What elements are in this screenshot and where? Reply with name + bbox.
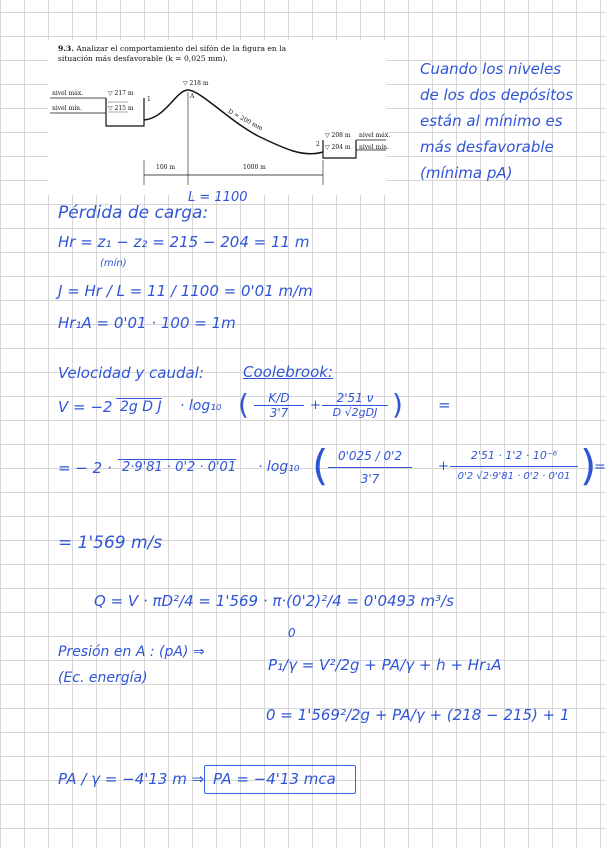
flow-equation: Q = V · πD²/4 = 1'569 · π·(0'2)²/4 = 0'0493 m³/s: [94, 592, 454, 610]
label-nivel-max-right: nivel máx.: [359, 132, 391, 139]
v-frac1-num: K/D: [254, 391, 304, 406]
energy-equation: P₁/γ = V²/2g + PA/γ + h + Hr₁A: [268, 656, 502, 674]
label-length-100: 100 m: [156, 164, 176, 171]
label-length-1000: 1000 m: [243, 164, 266, 171]
label-z218: ▽ 218 m: [183, 80, 209, 87]
v-num-frac1: [328, 449, 412, 486]
zero-mark: 0: [288, 626, 296, 640]
velocity-result: = 1'569 m/s: [58, 533, 163, 553]
v-frac2-num: 2'51 ν: [322, 391, 388, 406]
final-lhs: PA / γ = −4'13 m ⇒: [58, 770, 205, 788]
v-num-plus: +: [438, 459, 449, 474]
colebrook-label: Coolebrook:: [243, 363, 334, 381]
label-diameter: D = 200 mm: [226, 108, 264, 133]
velocity-title: Velocidad y caudal:: [58, 364, 204, 382]
siphon-diagram: [48, 40, 386, 195]
label-z217: ▽ 217 m: [108, 90, 134, 97]
v-frac2-den: D √2gDJ: [332, 406, 378, 419]
v-formula-paren-close: ): [392, 388, 403, 421]
problem-text-line1: Analizar el comportamiento del sifón de la figura en la: [76, 44, 287, 53]
v-num-lhs: = − 2 ·: [58, 459, 112, 477]
v-formula-lhs: V = −2: [58, 398, 113, 416]
v-num-log: · log₁₀: [258, 459, 300, 475]
margin-note: [420, 56, 573, 186]
pressure-title: Presión en A : (pA) ⇒: [58, 644, 205, 660]
colebrook-numeric: [58, 441, 606, 501]
final-result: PA = −4'13 mca: [213, 770, 336, 788]
total-length-note: L = 1100: [188, 190, 248, 205]
v-num-frac2: [450, 449, 578, 482]
j-equation: J = Hr / L = 11 / 1100 = 0'01 m/m: [58, 282, 313, 300]
energy-numeric: 0 = 1'569²/2g + PA/γ + (218 − 215) + 1: [266, 706, 570, 724]
label-nivel-min-left: nivel mín.: [52, 105, 82, 112]
v-frac1-den: 3'7: [269, 406, 289, 420]
v-num-paren-close: ): [580, 441, 597, 490]
note-line-4: más desfavorable: [420, 138, 554, 156]
v-num-sqrt: 2·9'81 · 0'2 · 0'01: [118, 459, 236, 475]
note-line-2: de los dos depósitos: [420, 86, 574, 104]
v-num-paren-open: (: [312, 441, 329, 490]
v-formula-sqrt: 2g D J: [116, 398, 162, 415]
v-num-frac2-num: 2'51 · 1'2 · 10⁻⁶: [450, 449, 578, 467]
v-num-equals: =: [594, 459, 606, 475]
label-nivel-min-right: nivel mín.: [359, 144, 389, 151]
problem-number: 9.3.: [58, 44, 74, 53]
min-note: (mín): [100, 258, 127, 269]
v-num-frac1-num: 0'025 / 0'2: [328, 449, 412, 468]
hr-equation: Hr = z₁ − z₂ = 215 − 204 = 11 m: [58, 233, 310, 251]
label-nivel-max-left: nivel máx.: [52, 90, 84, 97]
v-formula-paren-open: (: [238, 388, 249, 421]
label-point-a: A: [190, 93, 195, 100]
label-point-1: 1: [147, 96, 151, 103]
note-line-3: están al mínimo es: [420, 112, 563, 130]
loss-title: Pérdida de carga:: [58, 203, 209, 223]
v-plus: +: [310, 398, 321, 413]
note-line-5: (mínima pA): [420, 164, 513, 182]
label-point-2: 2: [316, 141, 320, 148]
v-frac2: [322, 391, 388, 419]
energy-note: (Ec. energía): [58, 670, 148, 686]
problem-figure-card: [48, 40, 391, 195]
label-z215: ▽ 215 m: [108, 105, 134, 112]
label-z204: ▽ 204 m: [325, 144, 351, 151]
colebrook-formula: [58, 388, 478, 433]
v-equals: =: [438, 396, 451, 414]
hr1a-equation: Hr₁A = 0'01 · 100 = 1m: [58, 314, 236, 332]
problem-text-line2: situación más desfavorable (k = 0,025 mm).: [58, 54, 228, 63]
v-frac1: [254, 391, 304, 420]
label-z208: ▽ 208 m: [325, 132, 351, 139]
result-box: [204, 765, 356, 794]
v-formula-log: · log₁₀: [180, 398, 222, 414]
v-num-frac2-den: 0'2 √2·9'81 · 0'2 · 0'01: [457, 471, 571, 482]
v-num-frac1-den: 3'7: [360, 472, 380, 486]
note-line-1: Cuando los niveles: [420, 60, 562, 78]
